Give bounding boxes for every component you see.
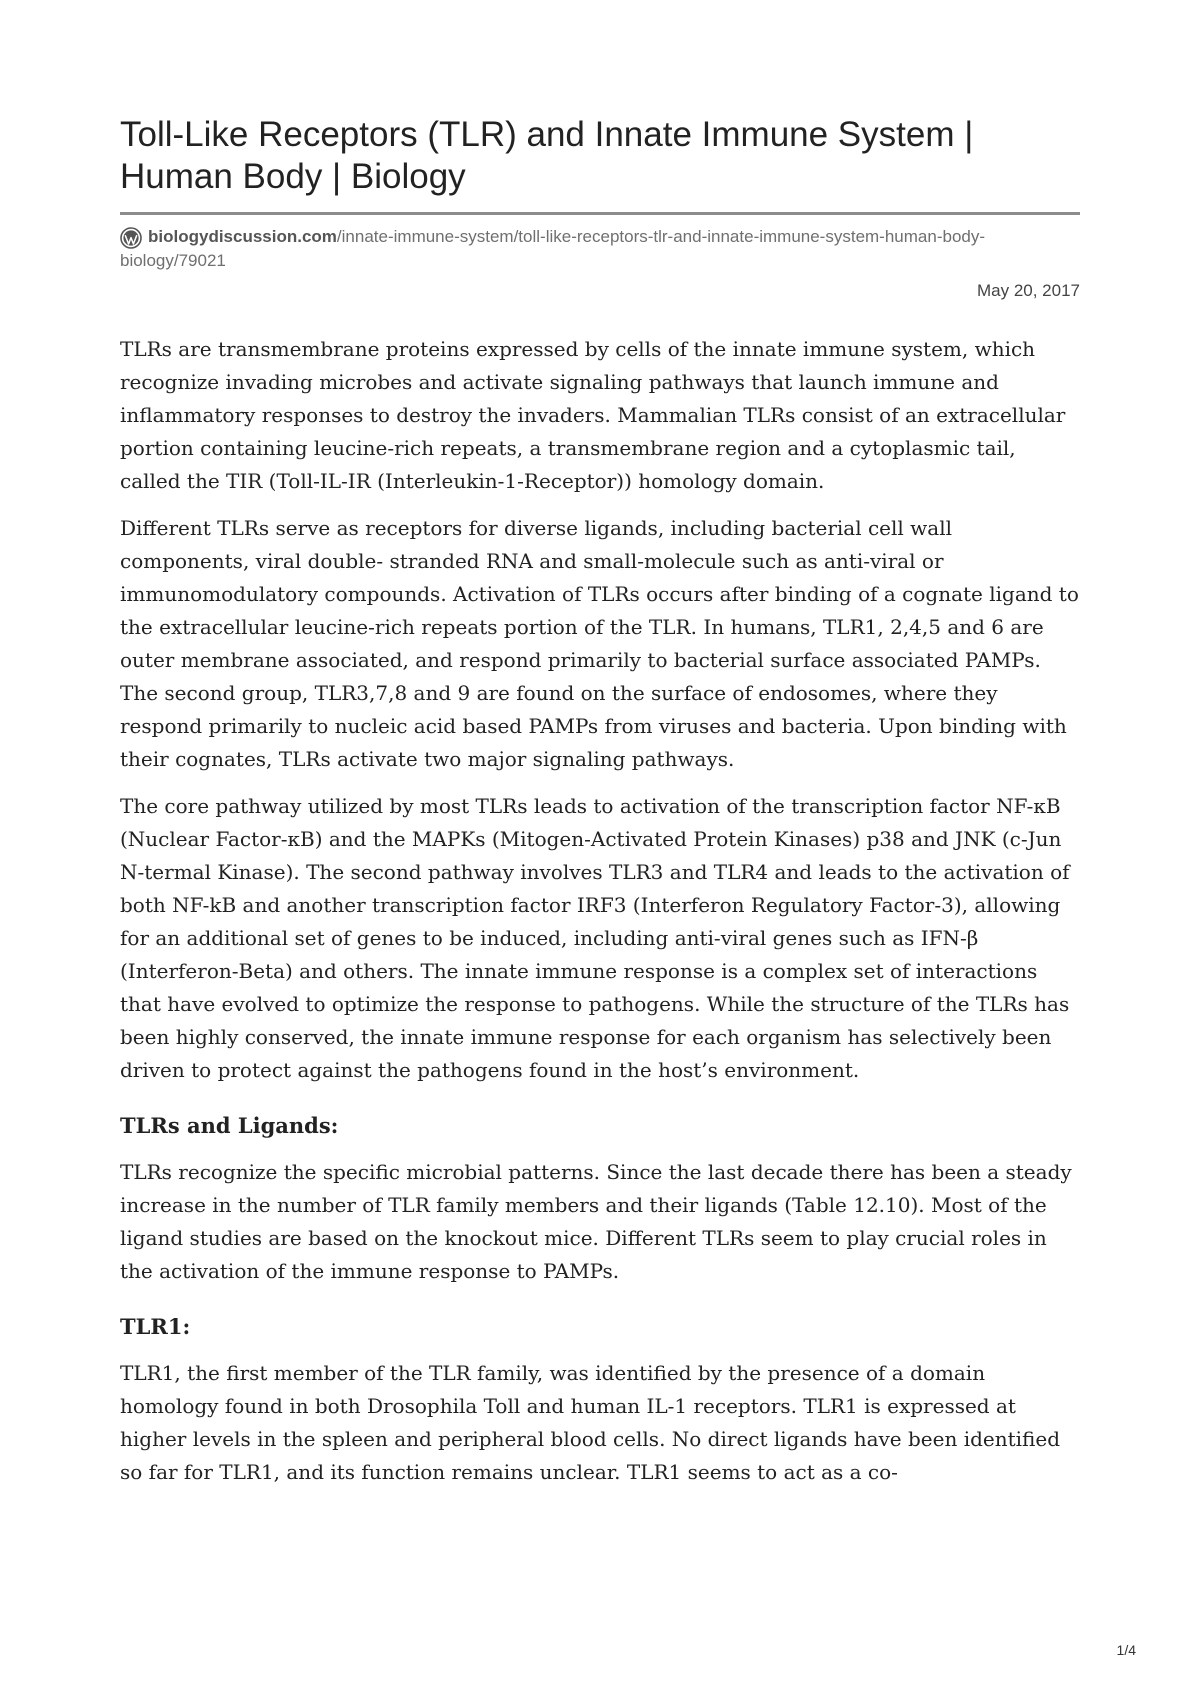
paragraph-1: TLRs are transmembrane proteins expressed by cells of the innate immune system, which recognize invading microbes and activate signaling pathways that launch immune and inflammatory responses to destroy the invaders. Mammalian TLRs consist of an extracellular portion containing leucine-rich repeats, a transmembrane region and a cytoplasmic tail, called the TIR (Toll-IL-IR (Interleukin-1-Receptor)) homology domain. <box>120 337 1066 493</box>
page-number: 1/4 <box>1116 1642 1136 1658</box>
source-domain[interactable]: biologydiscussion.com <box>148 227 337 246</box>
page-title: Toll-Like Receptors (TLR) and Innate Immune System | Human Body | Biology <box>120 115 974 196</box>
source-path-continued[interactable]: biology/79021 <box>120 251 226 270</box>
section-heading-tlr1: TLR1: <box>120 1314 191 1339</box>
paragraph-2: Different TLRs serve as receptors for diverse ligands, including bacterial cell wall components, viral double- stranded RNA and small-molecule such as anti-viral or immunomodulatory compounds. Activation of TLRs occurs after binding of a cognate ligand to the extracellular leucine-rich repeats portion of the TLR. In humans, TLR1, 2,4,5 and 6 are outer membrane associated, and respond primarily to bacterial surface associated PAMPs. The second group, TLR3,7,8 and 9 are found on the surface of endosomes, where they respond primarily to nucleic acid based PAMPs from viruses and bacteria. Upon binding with their cognates, TLRs activate two major signaling pathways. <box>120 516 1079 771</box>
title-divider <box>120 212 1080 215</box>
section-heading-tlrs-and-ligands: TLRs and Ligands: <box>120 1113 339 1138</box>
paragraph-5: TLR1, the first member of the TLR family, was identified by the presence of a domain homology found in both Drosophila Toll and human IL-1 receptors. TLR1 is expressed at higher levels in the spleen and peripheral blood cells. No direct ligands have been identified so far for TLR1, and its function remains unclear. TLR1 seems to act as a co- <box>120 1361 1061 1484</box>
publish-date: May 20, 2017 <box>976 281 1080 300</box>
wordpress-icon <box>120 227 142 249</box>
source-path[interactable]: /innate-immune-system/toll-like-receptors-tlr-and-innate-immune-system-human-body- <box>336 227 986 246</box>
source-link[interactable] <box>120 225 1080 273</box>
paragraph-4: TLRs recognize the specific microbial patterns. Since the last decade there has been a steady increase in the number of TLR family members and their ligands (Table 12.10). Most of the ligand studies are based on the knockout mice. Different TLRs seem to play crucial roles in the activation of the immune response to PAMPs. <box>120 1160 1072 1283</box>
paragraph-3: The core pathway utilized by most TLRs leads to activation of the transcription factor NF-κB (Nuclear Factor-κB) and the MAPKs (Mitogen-Activated Protein Kinases) p38 and JNK (c-Jun N-termal Kinase). The second pathway involves TLR3 and TLR4 and leads to the activation of both NF-kB and another transcription factor IRF3 (Interferon Regulatory Factor-3), allowing for an additional set of genes to be induced, including anti-viral genes such as IFN-β (Interferon-Beta) and others. The innate immune response is a complex set of interactions that have evolved to optimize the response to pathogens. While the structure of the TLRs has been highly conserved, the innate immune response for each organism has selectively been driven to protect against the pathogens found in the host’s environment. <box>120 794 1070 1082</box>
document-page <box>120 0 1080 1489</box>
